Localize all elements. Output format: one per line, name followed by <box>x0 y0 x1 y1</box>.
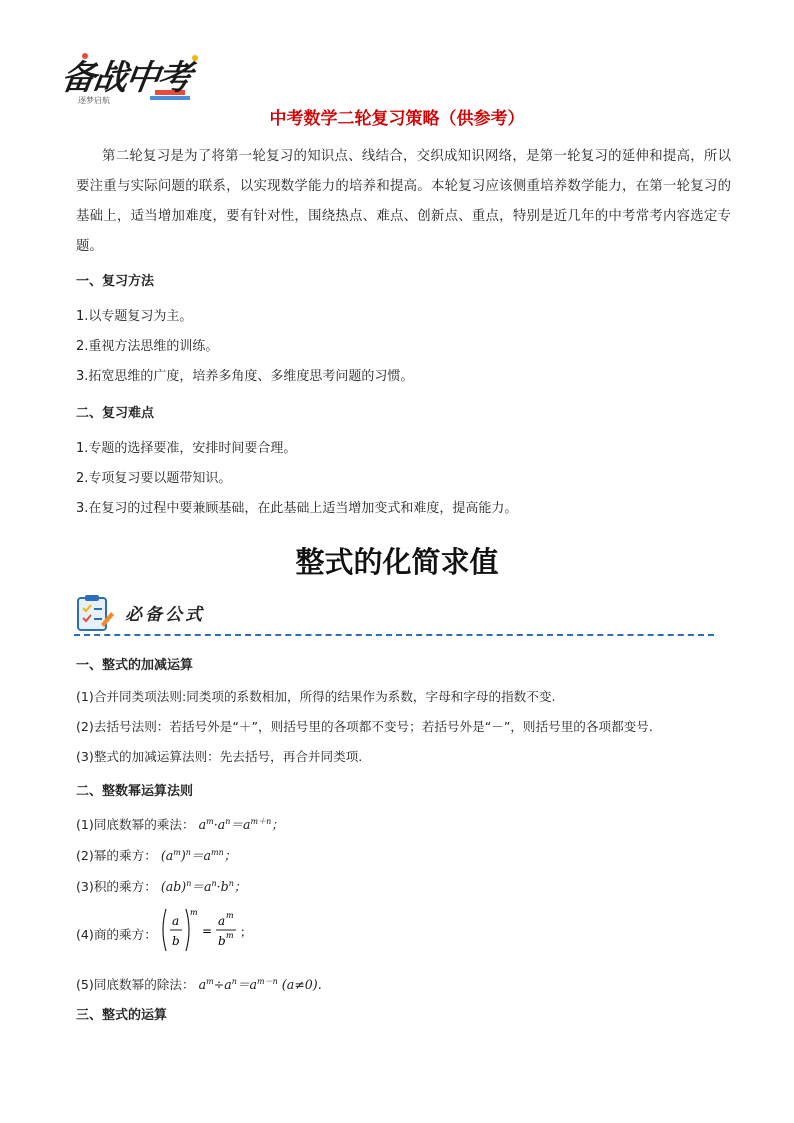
svg-text:m: m <box>190 908 198 917</box>
section2-heading: 二、复习难点 <box>76 406 155 421</box>
svg-text:a: a <box>172 914 180 928</box>
logo-subtext: 逐梦启航 <box>78 96 110 105</box>
formula: $a^m\div a^n=a^{m-n}$ (a≠0). <box>198 976 322 992</box>
formula: $a^m\cdot a^n=a^{m+n}$； <box>198 816 284 832</box>
list-item: 1.专题的选择要准，安排时间要合理。 <box>76 441 297 456</box>
formula-row <box>76 974 322 993</box>
list-item: 3.拓宽思维的广度，培养多角度、多维度思考问题的习惯。 <box>76 369 414 384</box>
formula-row <box>76 924 157 943</box>
intro-paragraph: 第二轮复习是为了将第一轮复习的知识点、线结合，交织成知识网络，是第一轮复习的延伸和提高，所以要注重与实际问题的联系，以实现数学能力的培养和提高。本轮复习应该侧重培养数学能力，在第一轮复习的基础上，适当增加难度，要有针对性，围绕热点、难点、创新点、重点，特别是近几年的中考常考内容选定专题。 <box>76 149 731 254</box>
svg-text:b: b <box>218 934 226 948</box>
list-item: 3.在复习的过程中要兼顾基础，在此基础上适当增加变式和难度，提高能力。 <box>76 501 518 516</box>
svg-text:；: ； <box>240 925 253 939</box>
formula-label: (2)幂的乘方： <box>76 848 157 863</box>
badge-label: 必备公式 <box>125 605 205 625</box>
clipboard-checklist-icon <box>75 594 115 632</box>
formula-label: (4)商的乘方： <box>76 927 157 942</box>
formula-row <box>76 845 236 864</box>
svg-text:b: b <box>172 934 180 948</box>
formula: $(a^m)^n=a^{mn}$； <box>160 847 237 863</box>
section-divider <box>74 634 714 636</box>
logo-text: 备战中考 <box>58 58 193 98</box>
list-item: (2)去括号法则：若括号外是“＋”，则括号里的各项都不变号；若括号外是“－”，则括号里的各项都变号. <box>76 719 653 734</box>
list-item: 1.以专题复习为主。 <box>76 309 193 324</box>
formula-label: (1)同底数幂的乘法： <box>76 817 195 832</box>
svg-text:m: m <box>226 931 234 940</box>
main-title: 整式的化简求值 <box>295 545 499 579</box>
list-item: (1)合并同类项法则:同类项的系数相加，所得的结果作为系数，字母和字母的指数不变. <box>76 689 556 704</box>
formula-label: (3)积的乘方： <box>76 879 157 894</box>
list-item: (3)整式的加减运算法则：先去括号，再合并同类项. <box>76 749 363 764</box>
svg-text:m: m <box>226 911 234 920</box>
section1-heading: 一、复习方法 <box>76 274 155 289</box>
part3-heading: 三、整式的运算 <box>76 1008 168 1023</box>
formula-label: (5)同底数幂的除法： <box>76 977 195 992</box>
formula-row <box>76 876 246 895</box>
part1-heading: 一、整式的加减运算 <box>76 658 194 673</box>
list-item: 2.专项复习要以题带知识。 <box>76 471 232 486</box>
svg-text:=: = <box>202 924 213 938</box>
formula-row <box>76 814 284 833</box>
quotient-power-formula <box>160 905 260 959</box>
list-item: 2.重视方法思维的训练。 <box>76 339 219 354</box>
page-title: 中考数学二轮复习策略（供参考） <box>269 109 525 129</box>
svg-text:a: a <box>218 914 226 928</box>
part2-heading: 二、整数幂运算法则 <box>76 784 194 799</box>
formula: $(ab)^n=a^n\cdot b^n$； <box>160 878 247 894</box>
